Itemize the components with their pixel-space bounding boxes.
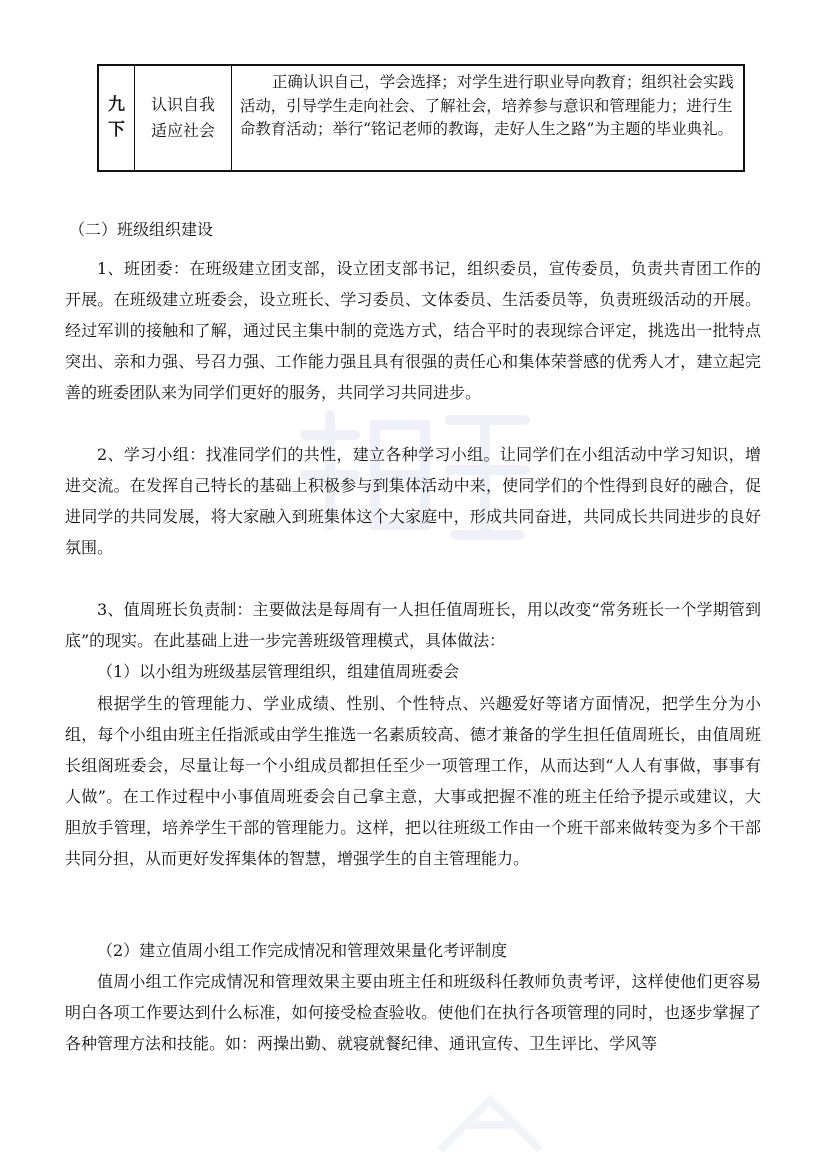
content-cell: 正确认识自己，学会选择；对学生进行职业导向教育；组织社会实践活动，引导学生走向社会、了解社会，培养参与意识和管理能力；进行生命教育活动；举行“铭记老师的教诲，走好人生之路”为主题的毕业典礼。 (240, 73, 734, 138)
paragraph-evaluation: 值周小组工作完成情况和管理效果主要由班主任和班级科任教师负责考评，这样使他们更容易明白各项工作要达到什么标准，如何接受检查验收。使他们在执行各项管理的同时，也逐步掌握了各种管理方法和技能。如：两操出勤、就寝就餐纪律、通讯宣传、卫生评比、学风等 (65, 972, 761, 1053)
paragraph-weekly-monitor: 3、值周班长负责制：主要做法是每周有一人担任值周班长，用以改变“常务班长一个学期管到底”的现实。在此基础上进一步完善班级管理模式，具体做法： (65, 600, 761, 650)
theme-label: 认识自我适应社会 (150, 95, 215, 140)
curriculum-table (97, 64, 745, 172)
paragraph-class-committee: 1、班团委：在班级建立团支部，设立团支部书记，组织委员，宣传委员，负责共青团工作的开展。在班级建立班委会，设立班长、学习委员、文体委员、生活委员等，负责班级活动的开展。经过军训的接触和了解，通过民主集中制的竞选方式，结合平时的表现综合评定，挑选出一批特点突出、亲和力强、号召力强、工作能力强且具有很强的责任心和集体荣誉感的优秀人才，建立起完善的班委团队来为同学们更好的服务，共同学习共同进步。 (65, 259, 761, 402)
theme-cell (135, 66, 232, 170)
section-heading: （二）班级组织建设 (69, 220, 214, 239)
subheading-1: （1）以小组为班级基层管理组织，组建值周班委会 (97, 662, 460, 681)
subheading-2: （2）建立值周小组工作完成情况和管理效果量化考评制度 (97, 941, 508, 960)
paragraph-group-management: 根据学生的管理能力、学业成绩、性别、个性特点、兴趣爱好等诸方面情况，把学生分为小组，每个小组由班主任指派或由学生推选一名素质较高、德才兼备的学生担任值周班长，由值周班长组阁班委会，尽量让每一个小组成员都担任至少一项管理工作，从而达到“人人有事做，事事有人做”。在工作过程中小事值周班委会自己拿主意，大事或把握不准的班主任给予提示或建议，大胆放手管理，培养学生干部的管理能力。这样，把以往班级工作由一个班干部来做转变为多个干部共同分担，从而更好发挥集体的智慧，增强学生的自主管理能力。 (65, 694, 761, 868)
watermark-corner-icon (430, 1080, 560, 1170)
grade-cell (99, 66, 135, 170)
grade-label: 九下 (108, 95, 125, 140)
paragraph-study-groups: 2、学习小组：找准同学们的共性，建立各种学习小组。让同学们在小组活动中学习知识，增进交流。在发挥自己特长的基础上积极参与到集体活动中来，使同学们的个性得到良好的融合，促进同学的共同发展，将大家融入到班集体这个大家庭中，形成共同奋进，共同成长共同进步的良好氛围。 (65, 445, 761, 557)
